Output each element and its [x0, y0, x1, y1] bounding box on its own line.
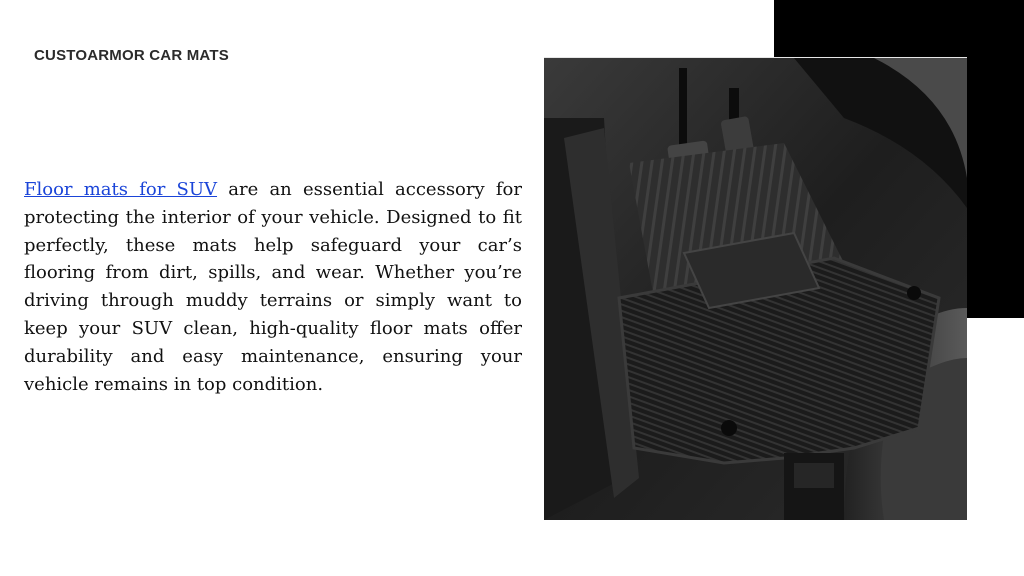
car-floor-mat-photo: [544, 57, 967, 520]
floor-mats-suv-link[interactable]: Floor mats for SUV: [24, 179, 218, 200]
description-text: are an essential accessory for protecting the interior of your vehicle. Designed to fit perfectly, these mats help safeguard your car’s flooring from dirt, spills, and wear. Whether you’re driving through muddy terrains or simply want to keep your SUV clean, high-quality floor mats offer durability and easy maintenance, ensuring your vehicle remains in top condition.: [24, 179, 522, 395]
brand-title: CUSTOARMOR CAR MATS: [34, 47, 229, 64]
car-floor-mat-illustration: [544, 58, 967, 520]
description-paragraph: [24, 176, 522, 398]
